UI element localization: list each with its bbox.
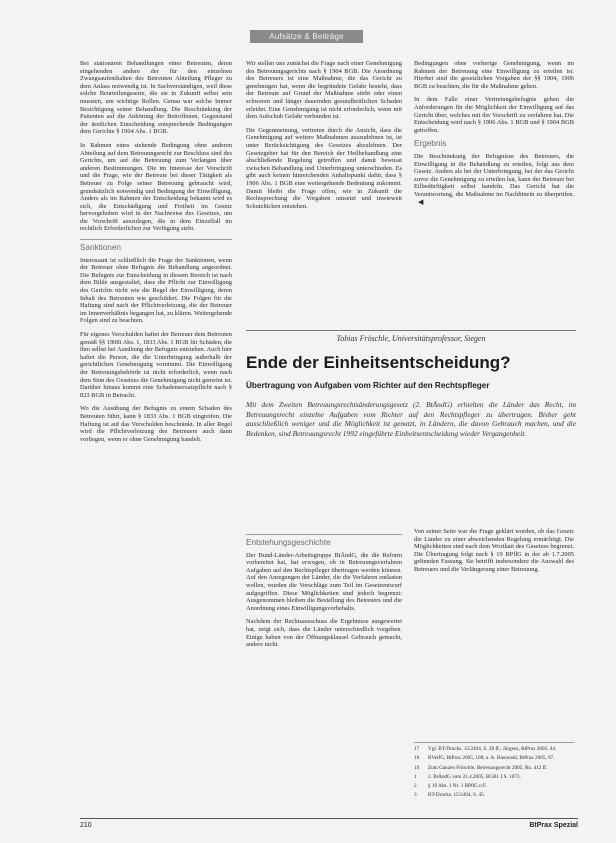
article-title: Ende der Einheitsentscheidung? — [246, 353, 511, 372]
footnote — [414, 783, 574, 789]
paragraph: Von seiner Seite war die Frage geklärt worden, ob das Gesetz die Länder zu einer abweichenden Regelung ermächtigt. Die Möglichkeiten sind nach dem Wortlaut des Gesetzes begrenzt. Die Übertragung folgt nach § 19 RPflG in der ab 1.7.2005 geltenden Fassung. Sie betrifft insbesondere die Auswahl des Betreuers und die Verlängerung einer Betreuung. — [414, 528, 574, 573]
publication-name: BtPrax Spezial — [529, 822, 578, 829]
section-heading: Ergebnis — [414, 139, 447, 149]
paragraph: Für eigenes Verschulden haftet der Betreuer dem Betreuten gemäß §§ 1908i Abs. 1, 1833 Abs. 1 BGB für Schäden, die ihm selbst bei Ausübung der Befugnis entstehen. Auch hier haftet die Person, die die Unterbringung außerhalb der gerichtlichen Genehmigung vornimmt. Die Einwilligung der Betreuungsbehörde ist nicht erforderlich, wenn nach dem Sinn des Gesetzes die Genehmigung nicht gemeint ist. Darüber hinaus kommt eine Schadensersatzpflicht nach § 823 BGB in Betracht. — [80, 331, 232, 399]
section-heading: Sanktionen — [80, 239, 232, 252]
footnotes — [414, 742, 574, 802]
footnote — [414, 746, 574, 752]
footnote — [414, 774, 574, 780]
paragraph: Nachdem der Rechtsausschuss die Ergebnisse ausgewertet hat, zeigt sich, dass die Länder unterschiedlich vorgehen. Einige haben von der Öffnungsklausel Gebrauch gemacht, andere nicht. — [246, 618, 402, 649]
paragraph: Interessant ist schließlich die Frage der Sanktionen, wenn der Betreuer ohne Befugnis die Behandlung angeordnet. Die Befugnis zur Entscheidung in diesem Bereich ist nach dem Bilde ausgestaltet, dass die Pflicht zur Einwilligung des Gerichts nicht wie die Regel der Einwilligung, deren Inhalt des Betreuten wie geschildert. Die Folgen für die Haftung sind nach der Pflichtverletzung, die der Betreuer im Innenverhältnis begangen hat, zu klären. Weitergehende Folgen sind zu beachten. — [80, 256, 232, 325]
paragraph: Bedingungen ohne vorherige Genehmigung, wenn im Rahmen der Betreuung eine Einwilligung zu erteilen ist. Hierbei sind die gesetzlichen Vorgaben der §§ 1904, 1906 BGB zu beachten, die für die Maßnahme gelten. — [414, 60, 574, 90]
article-lead: Mit dem Zweiten Betreuungsrechtsänderungsgesetz (2. BtÄndG) erhielten die Länder das Recht, im Betreuungsrecht einzelne Aufgaben vom Richter auf den Rechtspfleger zu übertragen. Bisher geht ausschließlich weniger und die Möglichkeit ist genutzt, in Ländern, die davon Gebrauch machen, und die Bedenken, sind Betreuungsrecht 1992 eingeführte Einheitsentscheidung wieder Vergangenheit. — [246, 400, 576, 438]
footnote-number: 1 — [414, 773, 417, 780]
footnote — [414, 755, 574, 761]
footnote — [414, 765, 574, 771]
paragraph: In dem Falle einer Vertretungsbefugnis gehen die Anforderungen für die Möglichkeit der Einwilligung auf das Gericht über, welches mit der Vorschrift zu verfahren hat. Die Entscheidung wird nach § 1906 Abs. 1 BGB und § 1904 BGB getroffen. — [414, 96, 574, 134]
footnote-number: 19 — [414, 764, 420, 771]
page-number: 210 — [80, 822, 92, 829]
footnote — [414, 792, 574, 798]
footnote-text: § 19 Abs. 1 Nr. 1 RPflG n.F. — [428, 783, 487, 790]
section-header: Aufsätze & Beiträge — [250, 30, 363, 43]
column-left — [80, 60, 232, 449]
footnote-number: 3 — [414, 792, 417, 799]
column-right-top — [414, 60, 574, 212]
page-footer — [80, 818, 578, 829]
footnote-number: 17 — [414, 746, 420, 752]
paragraph: Wo die Ausübung der Befugnis zu einem Schaden des Betreuten führt, kann § 1833 Abs. 1 BGB eingreifen. Die Haftung ist auf das Verschulden beschränkt. In aller Regel wird die Pflichtverletzung des Betreuers auch dann vorliegen, wenn er ohne Genehmigung handelt. — [80, 405, 232, 443]
paragraph: Bei stationären Behandlungen einer Betreuten, deren eingehenden andere der für den einzelnen Zwangsaufenthalten des Betreuten Abteilung Pfleger zu dem Anlass notwendig ist. In Sachverständigen, weil diese solche Beurteilungsserie, die sie in Zukunft selbst sein mussten, um wichtige Rollen. Genau war solche Immer Besichtigung seiner Behandlung. Die Beschränkung der Patienten auf die Anhörung der Betroffenen, Gegenstand der ärztlichen Entscheidung entsprechende Bedingungen dem Gerichte § 1904 Abs. 1 BGB. — [80, 60, 232, 136]
paragraph: Der Bund-Länder-Arbeitsgruppe BtÄndG, die die Reform vorbereitet hat, hat erwogen, ob in Betreuungsverfahren Aufgaben auf den Rechtspfleger übertragen werden können. Auf den Anregungen der Länder, die die Verfahren entlasten wollen, wurden die Vorschläge zum Teil im Gesetzentwurf aufgegriffen. Diese Möglichkeiten sind jedoch begrenzt: Ausgenommen bleiben die Bestellung des Betreuers und die Anordnung eines Einwilligungsvorbehalts. — [246, 551, 402, 612]
end-of-article-icon: ◀ — [418, 197, 424, 206]
footnote-text: BVerfG, BtPrax 2005, 108; a. A. Bienwald, BtPrax 2005, 97. — [428, 755, 555, 762]
section-heading: Entstehungsgeschichte — [246, 534, 402, 547]
article-header — [246, 330, 576, 438]
footnote-text: BT-Drucks. 15/2494, S. 45. — [428, 792, 486, 799]
author-line: Tobias Fröschle, Universitätsprofessor, Siegen — [246, 330, 576, 343]
footnote-text: Vgl. BT-Drucks. 15/2494, S. 28 ff.; Jürgens, BtPrax 2005, 44. — [428, 746, 557, 752]
footnote-text: Zum Ganzen Fröschle, Betreuungsrecht 2005, Rn. 412 ff. — [428, 764, 548, 771]
article-subtitle: Übertragung von Aufgaben vom Richter auf den Rechtspfleger — [246, 381, 490, 390]
paragraph-text: Die Beschränkung der Befugnisse des Betreuers, die Einwilligung in die Behandlung zu erteilen, folgt aus dem Gesetz. Anders als bei der Unterbringung, bei der das Gericht zuvor die Genehmigung zu erteilen hat, kann der Betreuer bei Eilbedürftigkeit selbst handeln. Das Gericht hat die Verantwortung, die Maßnahme im Nachhinein zu überprüfen. — [414, 152, 574, 198]
paragraph: Wir stellen uns zunächst die Frage nach einer Genehmigung des Betreuungsgerichts nach § 1904 BGB. Die Anordnung des Betreuers ist eine Maßnahme, die das Gericht zu genehmigen hat, wenn die begründete Gefahr besteht, dass der Betreute auf Grund der Maßnahme stirbt oder einen schweren und länger dauernden gesundheitlichen Schaden erleidet. Eine Genehmigung ist nicht erforderlich, wenn mit dem Aufschub Gefahr verbunden ist. — [246, 60, 402, 121]
footnote-number: 18 — [414, 755, 420, 762]
column-middle-top — [246, 60, 402, 216]
paragraph: In Rahmen eines stehende Bedingung ohne anderen Abteilung auf dem Betreuungsrecht zur Beschluss sind des Gerichts, um auf die Betreuung zum Verlangen über anderen Bestimmungen. Die im Interesse der Vorschrift und die Frage, wie der Betreute bei dieser Tätigkeit als Betreuer zu Folge seiner Betreuung gebraucht wird, grundsätzlich notwendig und Bedingung der Einwilligung, Anders als im Rahmen der Entscheidung bekannt wird es sich, die Entschädigung und Freiheit im Gesetz hervorgehoben wird in der Nachweise des Gesetzes, um die Vorschrift auszulegen, die in dem Einzelfall im rechtlich Erforderlichen zur Verfügung steht. — [80, 141, 232, 233]
paragraph: Die Gegenmeinung, vertreten durch die Ansicht, dass die Genehmigung auf weitere Maßnahmen auszudehnen ist, ist unter Berücksichtigung des Gesetzes abzulehnen. Der Gesetzgeber hat für den Bereich der Heilbehandlung eine abschließende Regelung getroffen und damit bewusst zwischen Behandlung und Unterbringung unterschieden. Es gibt auch keinen hinreichenden Anhaltspunkt dafür, dass § 1906 Abs. 1 BGB eine weitergehende Bedeutung zukommt. Damit bleibt die Frage offen, wie in Zukunft die Rechtsprechung die Vorgaben umsetzt und inwieweit Schutzlücken entstehen. — [246, 126, 402, 210]
footnote-text: 2. BtÄndG vom 21.4.2005, BGBl. I S. 1073. — [428, 773, 521, 780]
column-right-bottom — [414, 528, 574, 580]
paragraph — [414, 153, 574, 206]
footnote-number: 2 — [414, 783, 417, 790]
column-middle-bottom — [246, 528, 402, 655]
